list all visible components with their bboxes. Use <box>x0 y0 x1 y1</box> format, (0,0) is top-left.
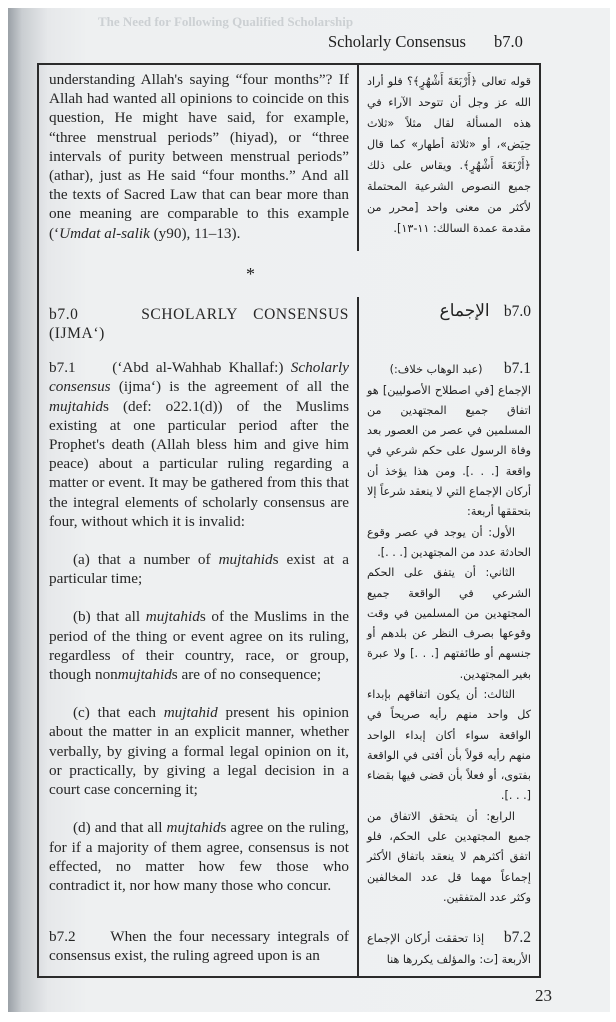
condition-ar-1: الأول: أن يوجد في عصر وقوع الحادثة عدد من المجتهدين [. . .]. <box>367 525 531 559</box>
section-title-ar: الإجماع <box>439 300 490 321</box>
section-number: b7.0 <box>49 305 79 323</box>
paragraph-number-ar-side: b7.2 <box>503 929 531 947</box>
arabic-continuation-text: قوله تعالى ﴿أَرْبَعَةَ أَشْهُرٍ﴾؟ فلو أراد الله عز وجل أن تتوحد الآراء في هذه المسألة لقال مثلاً «ثلاث حِيَض»، أو «ثلاثة أطهار» كما قال ﴿أَرْبَعَةَ أَشْهُرٍ﴾. ويقاس على ذلك جميع النصوص الشرعية المحتملة لأكثر من معنى واحد [محرر من مقدمة عمدة السالك: ١١-١٣]. <box>367 75 531 235</box>
term-mujtahid: mujtahid <box>117 666 172 684</box>
condition-text: s agree on the ruling, for if a majority of them agree, consensus is not effected, no matter how few those who contradict it, nor how many those who concur. <box>49 819 349 894</box>
condition-ar-2: الثاني: أن يتفق على الحكم الشرعي في الواقعة جميع المجتهدين من المسلمين في وقت وقوعها بصرف النظر عن بلدهم أو جنسهم أو طائفتهم [. . .] ولا عبرة بغير المجتهدين. <box>367 566 531 681</box>
paragraph-number: b7.2 <box>49 928 76 946</box>
condition-d <box>49 818 349 895</box>
arabic-continuation <box>357 65 539 251</box>
term-mujtahid: mujtahid <box>49 397 104 415</box>
b7-2-english <box>39 922 357 976</box>
term-mujtahid: mujtahid <box>166 819 221 837</box>
condition-a <box>49 550 349 588</box>
condition-label: (d) <box>73 819 91 837</box>
definition-text-cont: s (def: o22.1(d)) of the Muslims existing at one particular period after the Prophet's death (Allah bless him and give him peace) about a particular ruling regarding a matter or event. It may be gathered from this that the integral elements of scholarly consensus are four, without which it is invalid: <box>49 397 349 530</box>
bleedthrough-header: The Need for Following Qualified Scholarship <box>98 14 354 29</box>
condition-text: that a number of <box>89 551 219 569</box>
english-continuation-text: understanding Allah's saying “four months”? If Allah had wanted all opinions to coincide on this question, He might have said, for example, “three menstrual periods” (hiyad), or “three intervals of purity between menstrual periods” (athar), just as He said “four months.” And all the texts of Sacred Law that can bear more than one meaning are comparable to this example (‘ <box>49 71 349 242</box>
section-number-ar-side: b7.0 <box>503 302 531 320</box>
running-head-title: Scholarly Consensus <box>328 32 466 51</box>
section-title-en: SCHOLARLY CONSENSUS (IJMA‘) <box>49 305 349 343</box>
term-mujtahid: mujtahid <box>163 704 218 722</box>
section-separator: * <box>246 263 255 284</box>
paragraph-number-ar-side: b7.1 <box>503 360 531 378</box>
section-heading-en <box>39 297 357 353</box>
citation-title: Umdat al-salik <box>59 224 150 242</box>
citation-pages: (y90), 11–13). <box>149 224 241 242</box>
defined-term: Scholarly consensus <box>49 359 350 396</box>
b7-1-row <box>39 353 539 922</box>
condition-ar-3: الثالث: أن يكون اتفاقهم بإبداء كل واحد منهم رأيه صريحاً في الواقعة سواء أكان إبداء الواحد منهم رأيه قولاً بأن أفتى في الواقعة بفتوى، أو فعلاً بأن قضى فيها بقضاء [. . .]. <box>367 687 531 803</box>
term-mujtahid: mujtahid <box>218 551 273 569</box>
section-heading-ar <box>357 297 539 353</box>
running-head <box>328 30 610 54</box>
condition-text: and that all <box>90 819 167 837</box>
condition-label: (b) <box>73 608 91 626</box>
condition-text: s exist at a particular time; <box>49 551 350 588</box>
heading-row <box>39 297 539 353</box>
definition-text: (ijma‘) is the agreement of all the <box>110 378 349 396</box>
condition-b <box>49 607 349 684</box>
b7-2-text: When the four necessary integrals of consensus exist, the ruling agreed upon is an <box>49 928 349 965</box>
book-page <box>8 8 610 1012</box>
term-mujtahid: mujtahid <box>145 608 200 626</box>
b7-2-arabic <box>357 922 539 976</box>
condition-text: s of the Muslims in the period of the thing or event agree on its ruling, regardless of their country, race, or group, though non <box>49 608 349 684</box>
condition-c <box>49 703 349 799</box>
condition-label: (a) <box>73 551 90 569</box>
bilingual-text-box <box>37 63 541 978</box>
condition-text: s are of no consequence; <box>171 666 322 684</box>
attribution-ar: (عبد الوهاب خلاف:) <box>389 363 483 377</box>
paragraph-number: b7.1 <box>49 359 76 377</box>
b7-1-english <box>39 353 357 922</box>
condition-text: that each <box>89 704 164 722</box>
english-continuation <box>39 65 357 251</box>
continuation-row <box>39 65 539 251</box>
condition-label: (c) <box>73 704 90 722</box>
running-head-section: b7.0 <box>494 32 523 51</box>
b7-1-arabic <box>357 353 539 922</box>
definition-ar: الإجماع [في اصطلاح الأصوليين] هو اتفاق جميع المجتهدين من المسلمين في عصر من العصور بعد وفاة الرسول على حكم شرعي في واقعة [. . .]. ومن هذا يؤخذ أن أركان الإجماع التي لا ينعقد شرعاً إلا بتحققها أربعة: <box>367 383 531 519</box>
b7-2-text-ar: إذا تحققت أركان الإجماع الأربعة [ت: والمؤلف يكررها هنا <box>367 932 531 966</box>
b7-2-row <box>39 922 539 976</box>
separator-row <box>39 251 539 297</box>
condition-text: that all <box>90 608 146 626</box>
page-number: 23 <box>535 985 552 1005</box>
condition-ar-4: الرابع: أن يتحقق الاتفاق من جميع المجتهدين على الحكم، فلو اتفق أكثرهم لا ينعقد باتفاق الأكثر إجماعاً مهما قل عدد المخالفين وكثر عدد المتفقين. <box>367 809 531 904</box>
attribution: (‘Abd al-Wahhab Khallaf:) <box>112 359 291 377</box>
condition-text: present his opinion about the matter in an explicit manner, whether verbally, by giving a formal legal opinion on it, or practically, by giving a legal decision in a court case concerning it; <box>49 704 349 799</box>
